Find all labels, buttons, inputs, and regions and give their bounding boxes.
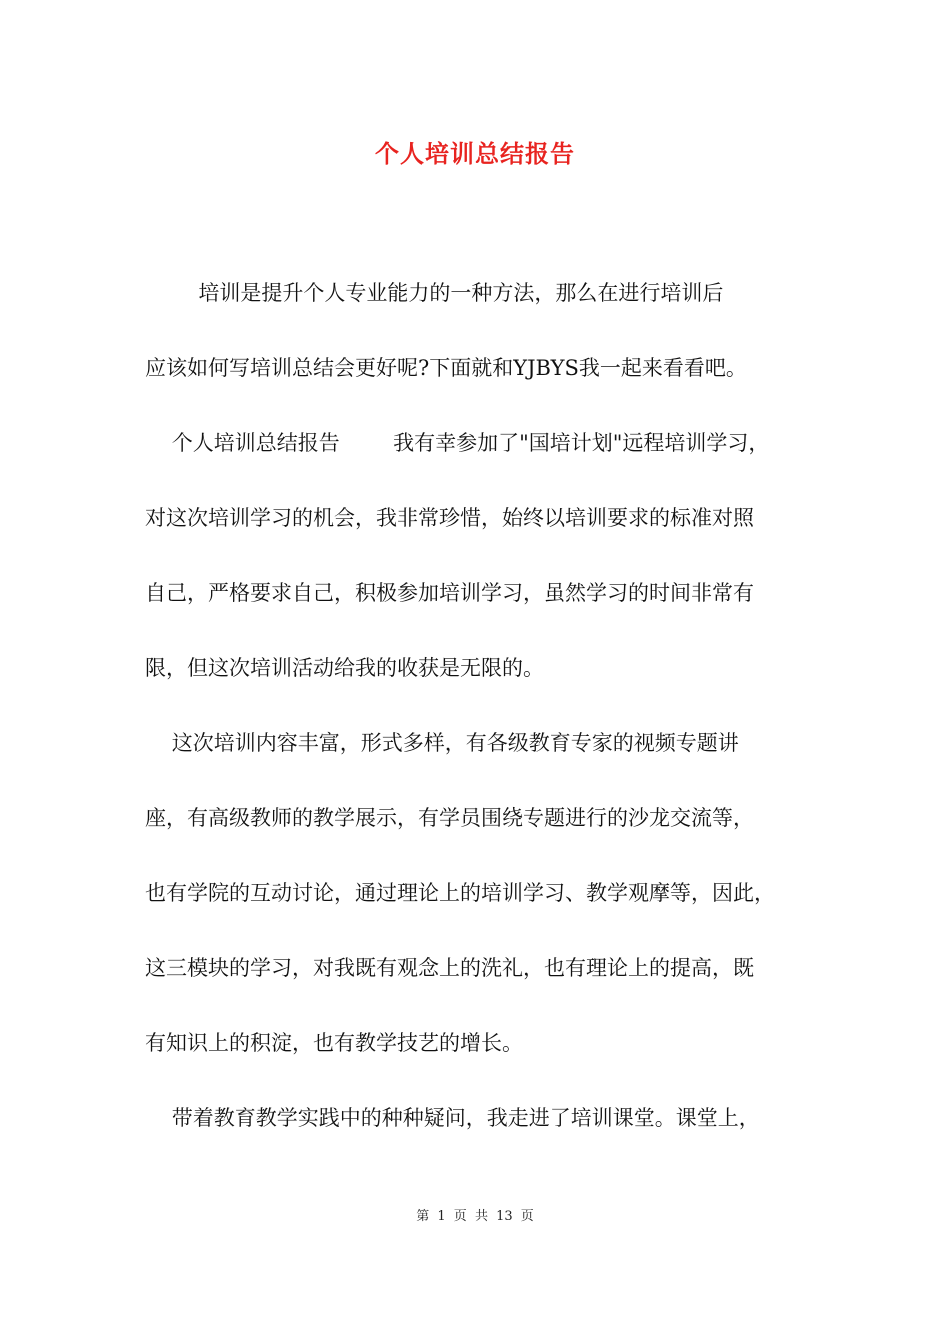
body-line-1: 培训是提升个人专业能力的一种方法，那么在进行培训后 [145,281,724,305]
footer-current-page: 1 [437,1209,446,1224]
body-line-5: 自己，严格要求自己，积极参加培训学习，虽然学习的时间非常有 [145,581,754,605]
body-line-7: 这次培训内容丰富，形式多样，有各级教育专家的视频专题讲 [145,731,739,755]
body-line-4: 对这次培训学习的机会，我非常珍惜，始终以培训要求的标准对照 [145,506,754,530]
footer-prefix: 第 [416,1209,430,1224]
body-line-10: 这三模块的学习，对我既有观念上的洗礼，也有理论上的提高，既 [145,956,754,980]
body-line-8: 座，有高级教师的教学展示，有学员围绕专题进行的沙龙交流等， [145,806,754,830]
body-line-12: 带着教育教学实践中的种种疑问，我走进了培训课堂。课堂上， [145,1106,760,1130]
page-footer [0,1208,950,1226]
body-line-3: 个人培训总结报告 我有幸参加了"国培计划"远程培训学习， [145,431,770,455]
footer-page-word: 页 [453,1209,467,1224]
body-line-2: 应该如何写培训总结会更好呢?下面就和YJBYS我一起来看看吧。 [145,356,747,380]
document-title: 个人培训总结报告 [375,139,575,168]
footer-total-prefix: 共 [474,1209,488,1224]
body-line-9: 也有学院的互动讨论，通过理论上的培训学习、教学观摩等，因此， [145,881,775,905]
footer-total-pages: 13 [496,1209,513,1224]
body-line-11: 有知识上的积淀，也有教学技艺的增长。 [145,1031,523,1055]
footer-suffix: 页 [520,1209,534,1224]
body-line-6: 限，但这次培训活动给我的收获是无限的。 [145,656,544,680]
